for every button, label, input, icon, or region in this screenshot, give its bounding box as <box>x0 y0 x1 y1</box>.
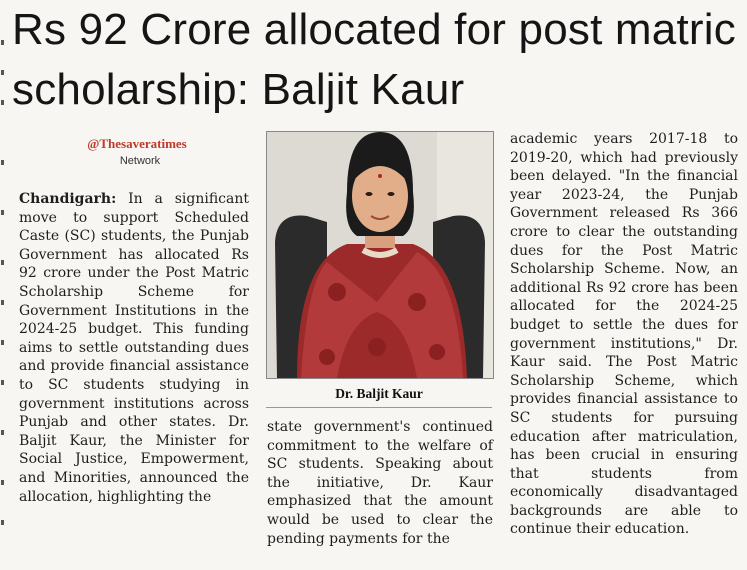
department-label: Network <box>119 155 161 167</box>
article-column-1 <box>19 190 249 506</box>
article-column-3 <box>510 130 738 539</box>
article-text-1: In a significant move to support Scheduled Caste (SC) students, the Punjab Government has allocated Rs 92 crore under the Post Matric Scholarship Scheme for Government Institutions in the 2024-25 budget. This funding aims to settle outstanding dues and provide financial assistance to SC students studying in government institutions across Punjab and other states. Dr. Baljit Kaur, the Minister for Social Justice, Empowerment, and Minorities, announced the allocation, highlighting the <box>19 191 249 505</box>
portrait-photo <box>266 131 494 379</box>
article-text-2: state government's continued commitment to the welfare of SC students. Speaking about the initiative, Dr. Kaur emphasized that the amount would be used to clear the pending payments for the <box>267 419 493 547</box>
portrait-illustration <box>267 132 493 378</box>
previous-column-edge <box>0 0 6 570</box>
photo-caption: Dr. Baljit Kaur <box>335 386 423 401</box>
article-text-3: academic years 2017-18 to 2019-20, which had previously been delayed. "In the financial year 2023-24, the Punjab Government released Rs 366 crore to clear the outstanding dues for the Post Matric Scholarship Scheme. Now, an additional Rs 92 crore has been allocated for the 2024-25 budget to settle the dues for government institutions," Dr. Kaur said. The Post Matric Scholarship Scheme, which provides financial assistance to SC students for pursuing education after matriculation, has been crucial in ensuring that students from economically disadvantaged backgrounds are able to continue their education. <box>510 131 738 538</box>
byline: @Thesaveratimes <box>87 136 187 151</box>
caption-divider <box>266 407 492 408</box>
article-column-2 <box>267 418 493 548</box>
headline: Rs 92 Crore allocated for post matric scholarship: Baljit Kaur <box>12 5 736 114</box>
dateline: Chandigarh: <box>19 191 117 207</box>
